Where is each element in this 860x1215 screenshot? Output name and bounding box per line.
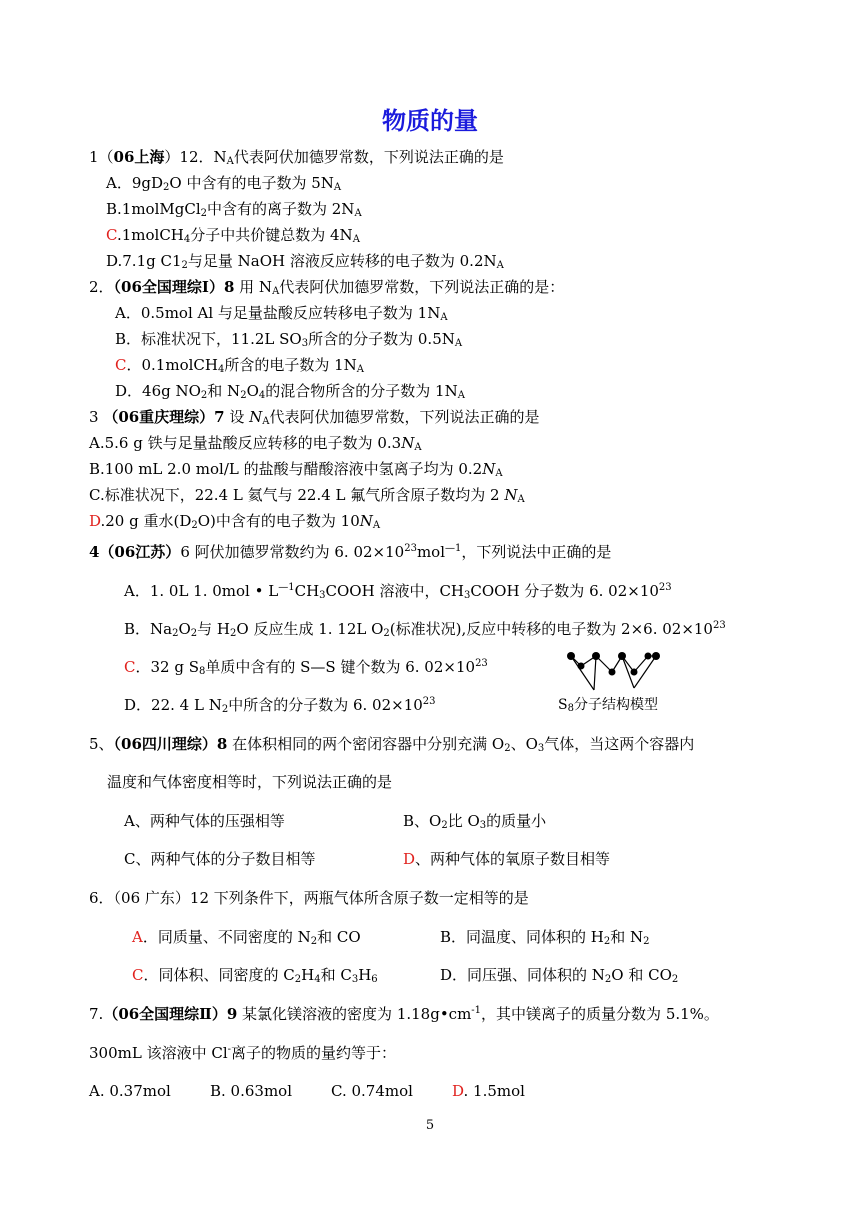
q7-option-b: B. 0.63mol: [210, 1082, 293, 1100]
page-number: 5: [425, 1118, 435, 1133]
s8-atom: [618, 652, 626, 660]
q5-answer-mark: D: [403, 850, 416, 868]
q7-option-d: D. 1.5mol: [452, 1082, 525, 1100]
s8-model-caption: $S_8$分子结构模型: [558, 697, 658, 714]
q7-stem: 7.（06全国理综Ⅱ）9 某氯化镁溶液的密度为 $1.18g•cm^{-1}$，其中镁离子的质量分数为 5.1%。: [89, 1005, 719, 1023]
page-title: 物质的量: [382, 107, 478, 135]
q7-option-a: A. 0.37mol: [89, 1082, 171, 1100]
q4-option-d: D．22. 4 L $N_2$中所含的分子数为 6. $02\times 10^{23}$: [124, 696, 436, 715]
q3-option-c: C.标准状况下，22.4 L 氦气与 22.4 L 氟气所含原子数均为 2 $N_A$: [89, 486, 525, 505]
s8-atom: [609, 669, 616, 676]
q5-stem-continued: 温度和气体密度相等时，下列说法正确的是: [107, 773, 393, 791]
q7-answer-mark: D: [452, 1082, 464, 1100]
q6-option-a: A．同质量、不同密度的 $N_2$和 CO: [132, 928, 361, 947]
s8-atom: [567, 652, 575, 660]
q1-answer-mark: C: [106, 226, 117, 244]
q5-stem: 5、（06四川理综）8 在体积相同的两个密闭容器中分别充满 $O_2$、$O_3$气体，当这两个容器内: [89, 735, 695, 754]
q1-option-b: B.1molMgCl$_2$中含有的离子数为 $2N_A$: [106, 200, 362, 219]
q4-option-b: B．$Na_2O_2$与 $H_2O$ 反应生成 1. 12L $O_2$(标准状况),反应中转移的电子数为 2×6. $02\times 10^{23}$: [124, 620, 726, 639]
q7-option-c: C. 0.74mol: [331, 1082, 413, 1100]
s8-atom: [592, 652, 600, 660]
q1-stem: 1（06上海）12．$N_A$代表阿伏加德罗常数，下列说法正确的是: [89, 148, 504, 167]
q4-stem: 4（06江苏）6 阿伏加德罗常数约为 6. $02\times 10^{23}mol^{—1}$，下列说法中正确的是: [89, 543, 612, 561]
q2-option-d: D．46g $NO_2$和 $N_2O_4$的混合物所含的分子数为 $1N_A$: [115, 382, 465, 401]
q4-answer-mark: C: [124, 658, 136, 676]
s8-atom: [645, 653, 652, 660]
q3-option-b: B.100 mL 2.0 mol/L 的盐酸与醋酸溶液中氢离子均为 $0.2N_A$: [89, 460, 503, 479]
s8-atom: [631, 669, 638, 676]
q2-option-b: B．标准状况下，11.2L $SO_3$所含的分子数为 $0.5N_A$: [115, 330, 463, 349]
q6-answer-mark-c: C: [132, 966, 144, 984]
q3-answer-mark: D: [89, 512, 101, 530]
q5-option-d: D、两种气体的氧原子数目相等: [403, 850, 611, 868]
q6-stem: 6．（06 广东）12 下列条件下，两瓶气体所含原子数一定相等的是: [89, 889, 529, 907]
q6-answer-mark-a: A: [132, 928, 143, 946]
q3-stem: 3 （06重庆理综）7 设 $N_A$代表阿伏加德罗常数，下列说法正确的是: [89, 408, 540, 427]
q5-option-c: C、两种气体的分子数目相等: [124, 850, 316, 868]
q4-option-a: A．1. 0L 1. 0mol • $L^{—1}CH_3COOH$ 溶液中，$CH_3COOH$ 分子数为 6. $02\times 10^{23}$: [124, 582, 672, 601]
q6-option-d: D．同压强、同体积的 $N_2O$ 和 $CO_2$: [440, 966, 679, 985]
q5-option-a: A、两种气体的压强相等: [124, 812, 285, 830]
s8-atom: [578, 663, 585, 670]
q1-option-a: A．$9gD_2O$ 中含有的电子数为 $5N_A$: [106, 174, 342, 193]
q2-stem: 2．（06全国理综Ⅰ）8 用 $N_A$代表阿伏加德罗常数，下列说法正确的是：: [89, 278, 565, 297]
q2-answer-mark: C: [115, 356, 127, 374]
q7-stem-continued: 300mL 该溶液中 Cl-离子的物质的量约等于：: [89, 1044, 397, 1062]
q6-option-b: B．同温度、同体积的 $H_2$和 $N_2$: [440, 928, 650, 947]
s8-atom: [652, 652, 660, 660]
q4-option-c: C．32 g $S_8$单质中含有的 S—S 键个数为 6. $02\times 10^{23}$: [124, 658, 488, 677]
q2-option-a: A．0.5mol Al 与足量盐酸反应转移电子数为 $1N_A$: [115, 304, 448, 323]
q3-option-d: D.20 g 重水$(D_2O)$中含有的电子数为 $10N_A$: [89, 512, 381, 531]
q6-option-c: C．同体积、同密度的 $C_2H_4$和 $C_3H_6$: [132, 966, 378, 985]
q2-option-c: C．0.1molCH$_4$所含的电子数为 $1N_A$: [115, 356, 364, 375]
q1-option-d: D.7.1g $C1_2$与足量 NaOH 溶液反应转移的电子数为 $0.2N_A$: [106, 252, 504, 271]
q3-option-a: A.5.6 g 铁与足量盐酸反应转移的电子数为 $0.3N_A$: [89, 434, 422, 453]
q5-option-b: B、$O_2$比 $O_3$的质量小: [403, 812, 547, 831]
q1-option-c: C.1molCH$_4$分子中共价键总数为 $4N_A$: [106, 226, 360, 245]
